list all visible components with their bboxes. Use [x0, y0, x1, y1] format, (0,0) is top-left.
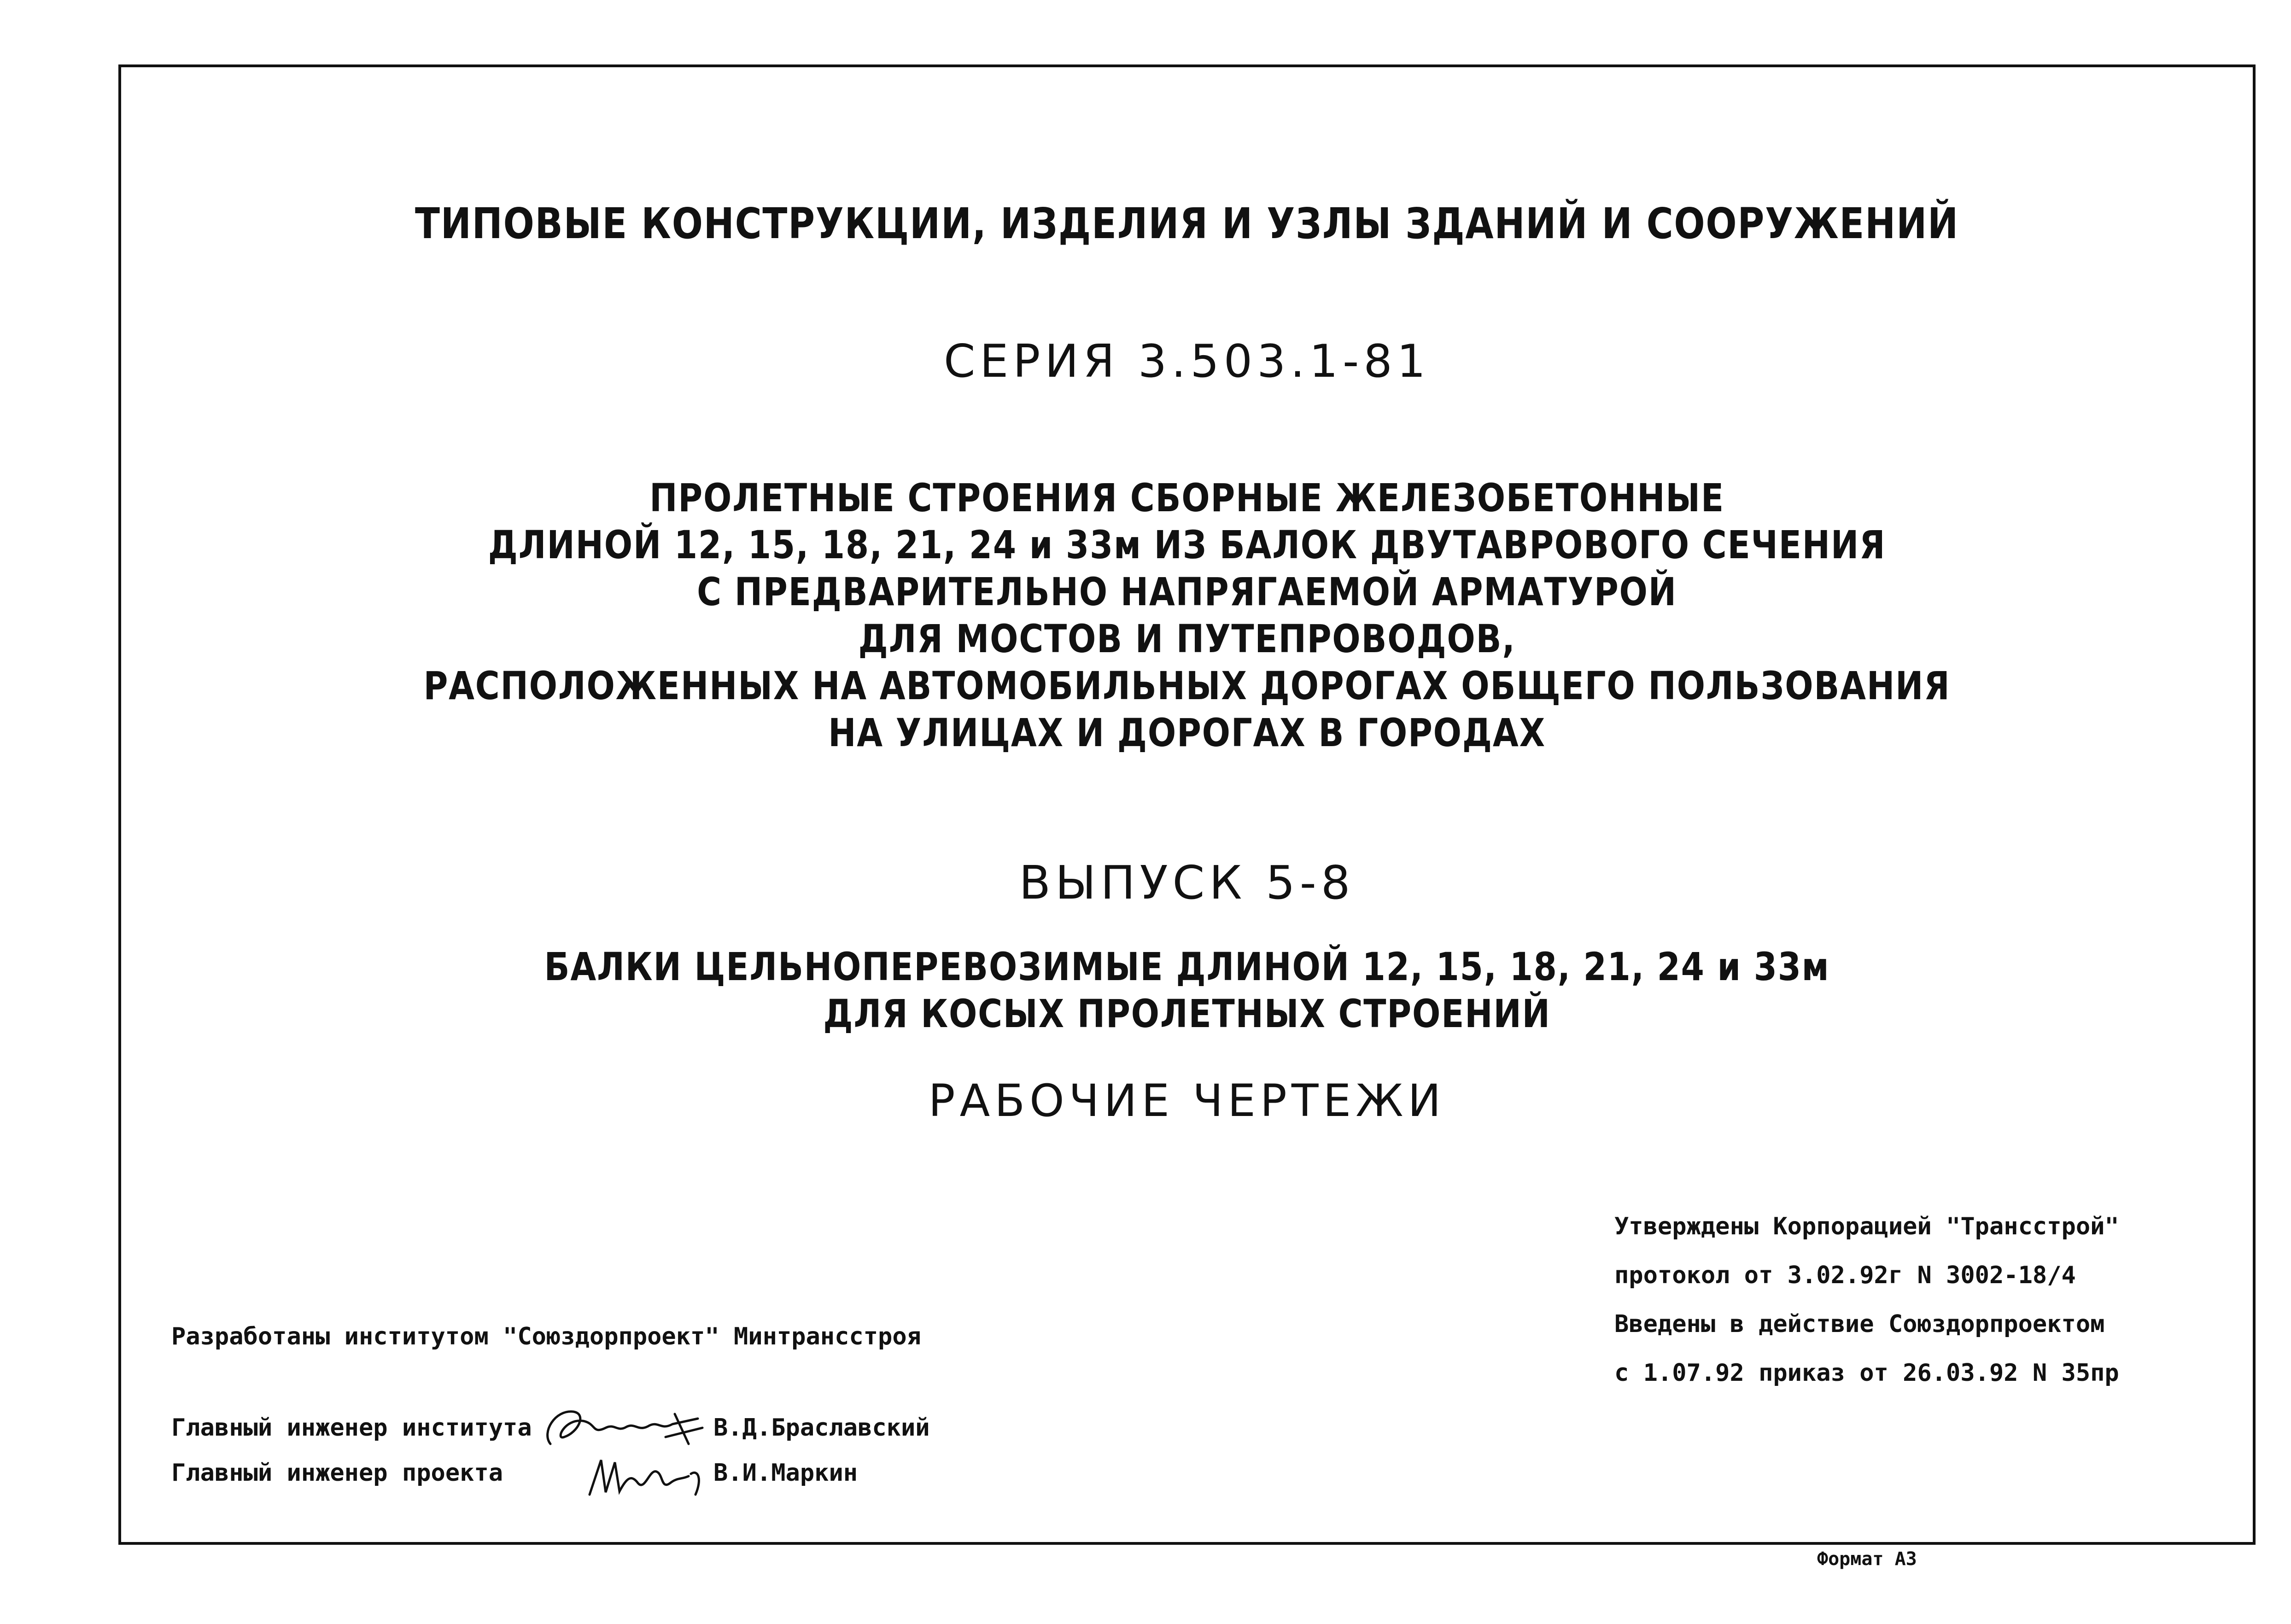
subject-title: [268, 474, 2106, 756]
signature-chief-engineer-project: [580, 1451, 719, 1501]
signatory-name: В.И.Маркин: [713, 1459, 858, 1487]
developer-note: Разработаны институтом "Союздорпроект" Минтрансстроя: [171, 1323, 921, 1350]
document-category: ТИПОВЫЕ КОНСТРУКЦИИ, ИЗДЕЛИЯ И УЗЛЫ ЗДАНИЙ И СООРУЖЕНИЙ: [415, 199, 1959, 248]
subject-line: РАСПОЛОЖЕННЫХ НА АВТОМОБИЛЬНЫХ ДОРОГАХ ОБЩЕГО ПОЛЬЗОВАНИЯ: [423, 663, 1951, 708]
issue-line: ДЛЯ КОСЫХ ПРОЛЕТНЫХ СТРОЕНИЙ: [823, 991, 1551, 1036]
approval-line: с 1.07.92 приказ от 26.03.92 N 35пр: [1614, 1359, 2119, 1387]
sheet-format: Формат А3: [1817, 1548, 1917, 1570]
approval-block: [1614, 1202, 2119, 1397]
signatory-role: Главный инженер института: [171, 1414, 532, 1442]
issue-line: БАЛКИ ЦЕЛЬНОПЕРЕВОЗИМЫЕ ДЛИНОЙ 12, 15, 18, 21, 24 и 33м: [544, 944, 1830, 989]
approval-line: протокол от 3.02.92г N 3002-18/4: [1614, 1262, 2076, 1289]
issue-label: ВЫПУСК 5-8: [1019, 856, 1355, 910]
subject-line: ДЛИНОЙ 12, 15, 18, 21, 24 и 33м ИЗ БАЛОК ДВУТАВРОВОГО СЕЧЕНИЯ: [488, 522, 1886, 567]
signatory-role: Главный инженер проекта: [171, 1459, 503, 1487]
subject-line: ДЛЯ МОСТОВ И ПУТЕПРОВОДОВ,: [858, 616, 1516, 661]
subject-line: С ПРЕДВАРИТЕЛЬНО НАПРЯГАЕМОЙ АРМАТУРОЙ: [697, 569, 1677, 614]
subject-line: ПРОЛЕТНЫЕ СТРОЕНИЯ СБОРНЫЕ ЖЕЛЕЗОБЕТОННЫЕ: [649, 475, 1724, 520]
signature-chief-engineer-institute: [537, 1400, 712, 1455]
document-type: РАБОЧИЕ ЧЕРТЕЖИ: [928, 1075, 1446, 1127]
approval-line: Введены в действие Союздорпроектом: [1614, 1310, 2105, 1338]
approval-line: Утверждены Корпорацией "Трансстрой": [1614, 1213, 2119, 1240]
signatory-name: В.Д.Браславский: [713, 1414, 930, 1442]
subject-line: НА УЛИЦАХ И ДОРОГАХ В ГОРОДАХ: [828, 710, 1546, 755]
series-number: СЕРИЯ 3.503.1-81: [943, 335, 1431, 388]
issue-title: [268, 943, 2106, 1037]
